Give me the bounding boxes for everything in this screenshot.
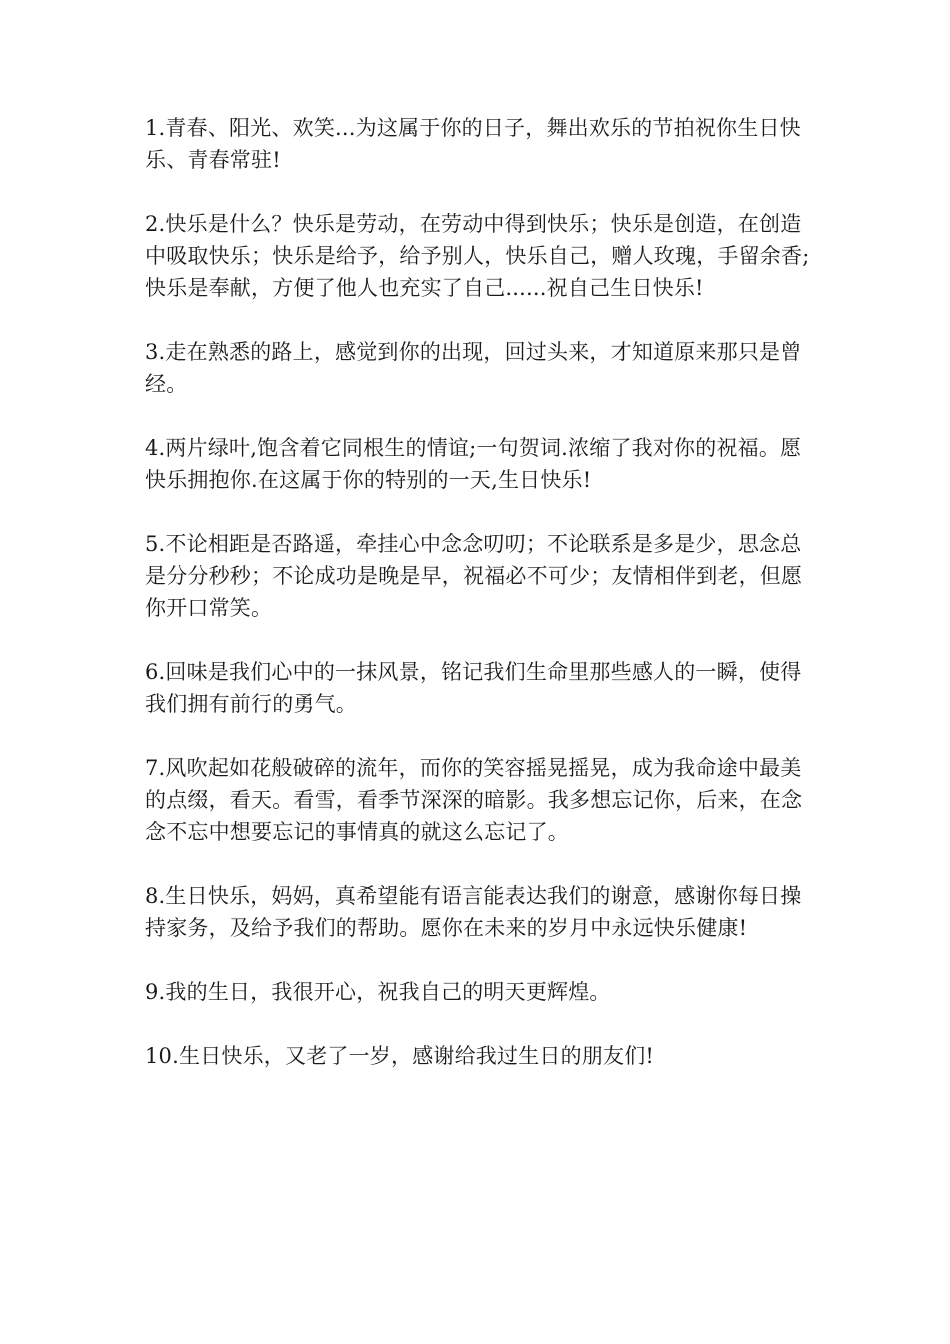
paragraph-1: 1.青春、阳光、欢笑...为这属于你的日子，舞出欢乐的节拍祝你生日快乐、青春常驻! [145, 116, 801, 172]
paragraph-9: 9.我的生日，我很开心，祝我自己的明天更辉煌。 [145, 980, 611, 1004]
paragraph-6: 6.回味是我们心中的一抹风景，铭记我们生命里那些感人的一瞬，使得我们拥有前行的勇气。 [145, 660, 802, 716]
paragraph-3: 3.走在熟悉的路上，感觉到你的出现，回过头来，才知道原来那只是曾经。 [145, 340, 802, 396]
paragraph-4: 4.两片绿叶,饱含着它同根生的情谊;一句贺词.浓缩了我对你的祝福。愿快乐拥抱你.在这属于你的特别的一天,生日快乐! [145, 436, 802, 492]
paragraph-8: 8.生日快乐，妈妈，真希望能有语言能表达我们的谢意，感谢你每日操持家务，及给予我们的帮助。愿你在未来的岁月中永远快乐健康! [145, 884, 802, 940]
paragraph-7: 7.风吹起如花般破碎的流年，而你的笑容摇晃摇晃，成为我命途中最美的点缀，看天。看雪，看季节深深的暗影。我多想忘记你，后来，在念念不忘中想要忘记的事情真的就这么忘记了。 [145, 756, 803, 844]
paragraph-2: 2.快乐是什么？快乐是劳动，在劳动中得到快乐；快乐是创造，在创造中吸取快乐；快乐是给予，给予别人，快乐自己，赠人玫瑰，手留余香;快乐是奉献，方便了他人也充实了自己......祝自己生日快乐! [145, 212, 810, 300]
paragraph-10: 10.生日快乐，又老了一岁，感谢给我过生日的朋友们! [145, 1044, 655, 1068]
paragraph-5: 5.不论相距是否路遥，牵挂心中念念叨叨；不论联系是多是少，思念总是分分秒秒；不论成功是晚是早，祝福必不可少；友情相伴到老，但愿你开口常笑。 [145, 532, 803, 620]
document-body [145, 112, 810, 1104]
